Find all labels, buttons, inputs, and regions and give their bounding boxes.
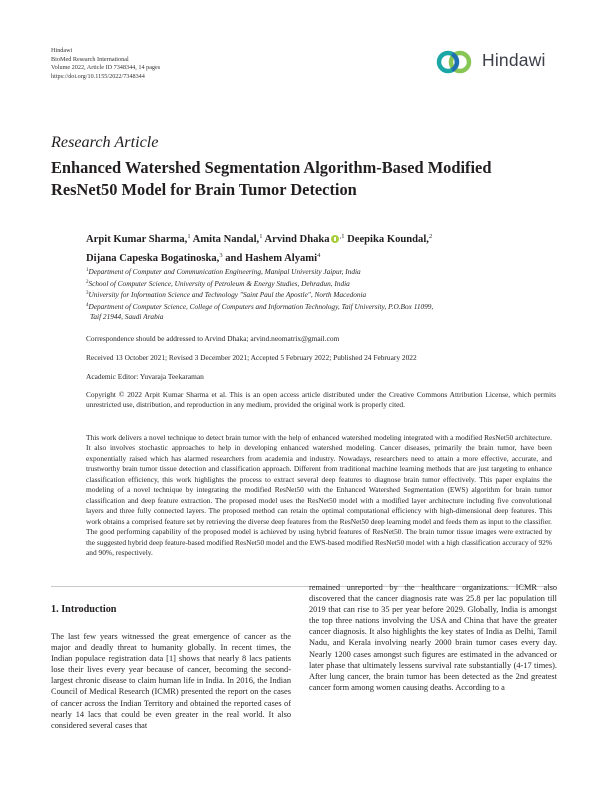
hindawi-logo-icon xyxy=(436,49,480,75)
volume-line: Volume 2022, Article ID 7348344, 14 pages xyxy=(51,64,161,72)
affiliation: $^4$Department of Computer Science, College of Computers and Information Technology, Taif University, P.O.Box 11099, xyxy=(86,301,434,311)
journal-header xyxy=(51,47,160,81)
body-column-right: remained unreported by the healthcare organizations. ICMR also discovered that the cancer diagnosis rate was 25.8 per lac population till 2019 that can rise to 35 per year before 2029. Globally, India is amongst the top three nations involving the USA and China that have the greater cancer diagnosis. It also highlights the key states of India as Delhi, Tamil Nadu, and Kerala involving nearly 2000 brain tumor cases every day. Nearly 1200 cases amongst such figures are estimated in the advanced or later phase that ultimately lessens survival rate substantially (4-17 times). After lung cancer, the brain tumor has been detected as the 2nd greatest cancer form among women causing deaths. According to a xyxy=(309,583,557,692)
abstract: This work delivers a novel technique to detect brain tumor with the help of enhanced watershed modeling integrated with a modified ResNet50 architecture. It also involves stochastic approaches to help in developing enhanced watershed modeling. Cancer diseases, primarily the brain tumor, have been exponentially raised which has alarmed researchers from academia and industry. Nowadays, researchers need to attain a more effective, accurate, and trustworthy brain tumor tissue detection and classification approach. Different from traditional machine learning methods that are just targeting to enhance classification efficiency, this work highlights the process to extract several deep features to diagnose brain tumor effectively. This paper explains the modeling of a novel technique by integrating the modified ResNet50 with the Enhanced Watershed Segmentation (EWS) algorithm for brain tumor classification and deep feature extraction. The proposed model uses the ResNet50 model with a modified layer architecture including five convolutional layers and three fully connected layers. The proposed method can retain the optimal computational efficiency with high-dimensional deep features. This work obtains a comprised feature set by retrieving the diverse deep features from the ResNet50 deep learning model and feeds them as input to the classifier. The good performing capability of the proposed model is achieved by using hybrid features of ResNet50. The brain tumor tissue images were extracted by the suggested hybrid deep feature-based modified ResNet50 model and the EWS-based modified ResNet50 model with a high classification accuracy of 92% and 90%, respectively. xyxy=(86,433,552,557)
correspondence: Correspondence should be addressed to Arvind Dhaka; arvind.neomatrix@gmail.com xyxy=(86,334,340,343)
hindawi-logo xyxy=(436,49,556,75)
author[interactable]: Amita Nandal,$^1$ xyxy=(192,233,263,245)
author-list xyxy=(86,229,556,266)
affiliation-continued: Taif 21944, Saudi Arabia xyxy=(90,312,164,322)
orcid-icon[interactable] xyxy=(331,235,339,243)
affiliation: $^2$School of Computer Science, University of Petroleum & Energy Studies, Dehradun, India xyxy=(86,278,350,288)
author[interactable]: and Hashem Alyami$^4$ xyxy=(225,251,321,264)
article-type: Research Article xyxy=(51,133,159,151)
journal-name: BioMed Research International xyxy=(51,55,129,63)
author[interactable]: Dijana Capeska Bogatinoska,$^3$ xyxy=(86,251,223,264)
affiliation: $^1$Department of Computer and Communication Engineering, Manipal University Jaipur, India xyxy=(86,267,361,276)
affiliation: $^3$University for Information Science and Technology "Saint Paul the Apostle", North Macedonia xyxy=(86,290,367,300)
author[interactable]: Arvind Dhaka $^{,1}$ xyxy=(264,233,345,245)
logo-text: Hindawi xyxy=(482,50,546,70)
doi-link[interactable]: https://doi.org/10.1155/2022/7348344 xyxy=(51,72,145,80)
copyright-notice: Copyright © 2022 Arpit Kumar Sharma et al. This is an open access article distributed under the Creative Commons Attribution License, which permits unrestricted use, distribution, and reproduction in any medium, provided the original work is properly cited. xyxy=(86,390,556,410)
section-title-introduction: 1. Introduction xyxy=(51,604,117,615)
body-column-left: The last few years witnessed the great emergence of cancer as the major and deadly threat to humanity globally. In recent times, the Indian populace registration data [1] shows that nearly 8 lacs patients lose their lives every year because of cancer, becoming the second-largest chronic disease to claim human life in India. In 2016, the Indian Council of Medical Research (ICMR) presented the report on the cases of cancer across the Indian Territory and obtained the reported cases of nearly 14 lacs that could be even greater in the real world. It also considered several cases that xyxy=(51,632,291,730)
academic-editor: Academic Editor: Yuvaraja Teekaraman xyxy=(86,372,204,381)
author[interactable]: Arpit Kumar Sharma,$^1$ xyxy=(86,233,191,245)
article-title: Enhanced Watershed Segmentation Algorithm-Based Modified ResNet50 Model for Brain Tumor Detection xyxy=(51,158,492,199)
affiliations xyxy=(86,266,556,323)
publisher-name: Hindawi xyxy=(51,47,73,54)
author[interactable]: Deepika Koundal,$^2$ xyxy=(347,233,433,245)
article-dates: Received 13 October 2021; Revised 3 December 2021; Accepted 5 February 2022; Published 24 February 2022 xyxy=(86,353,417,362)
